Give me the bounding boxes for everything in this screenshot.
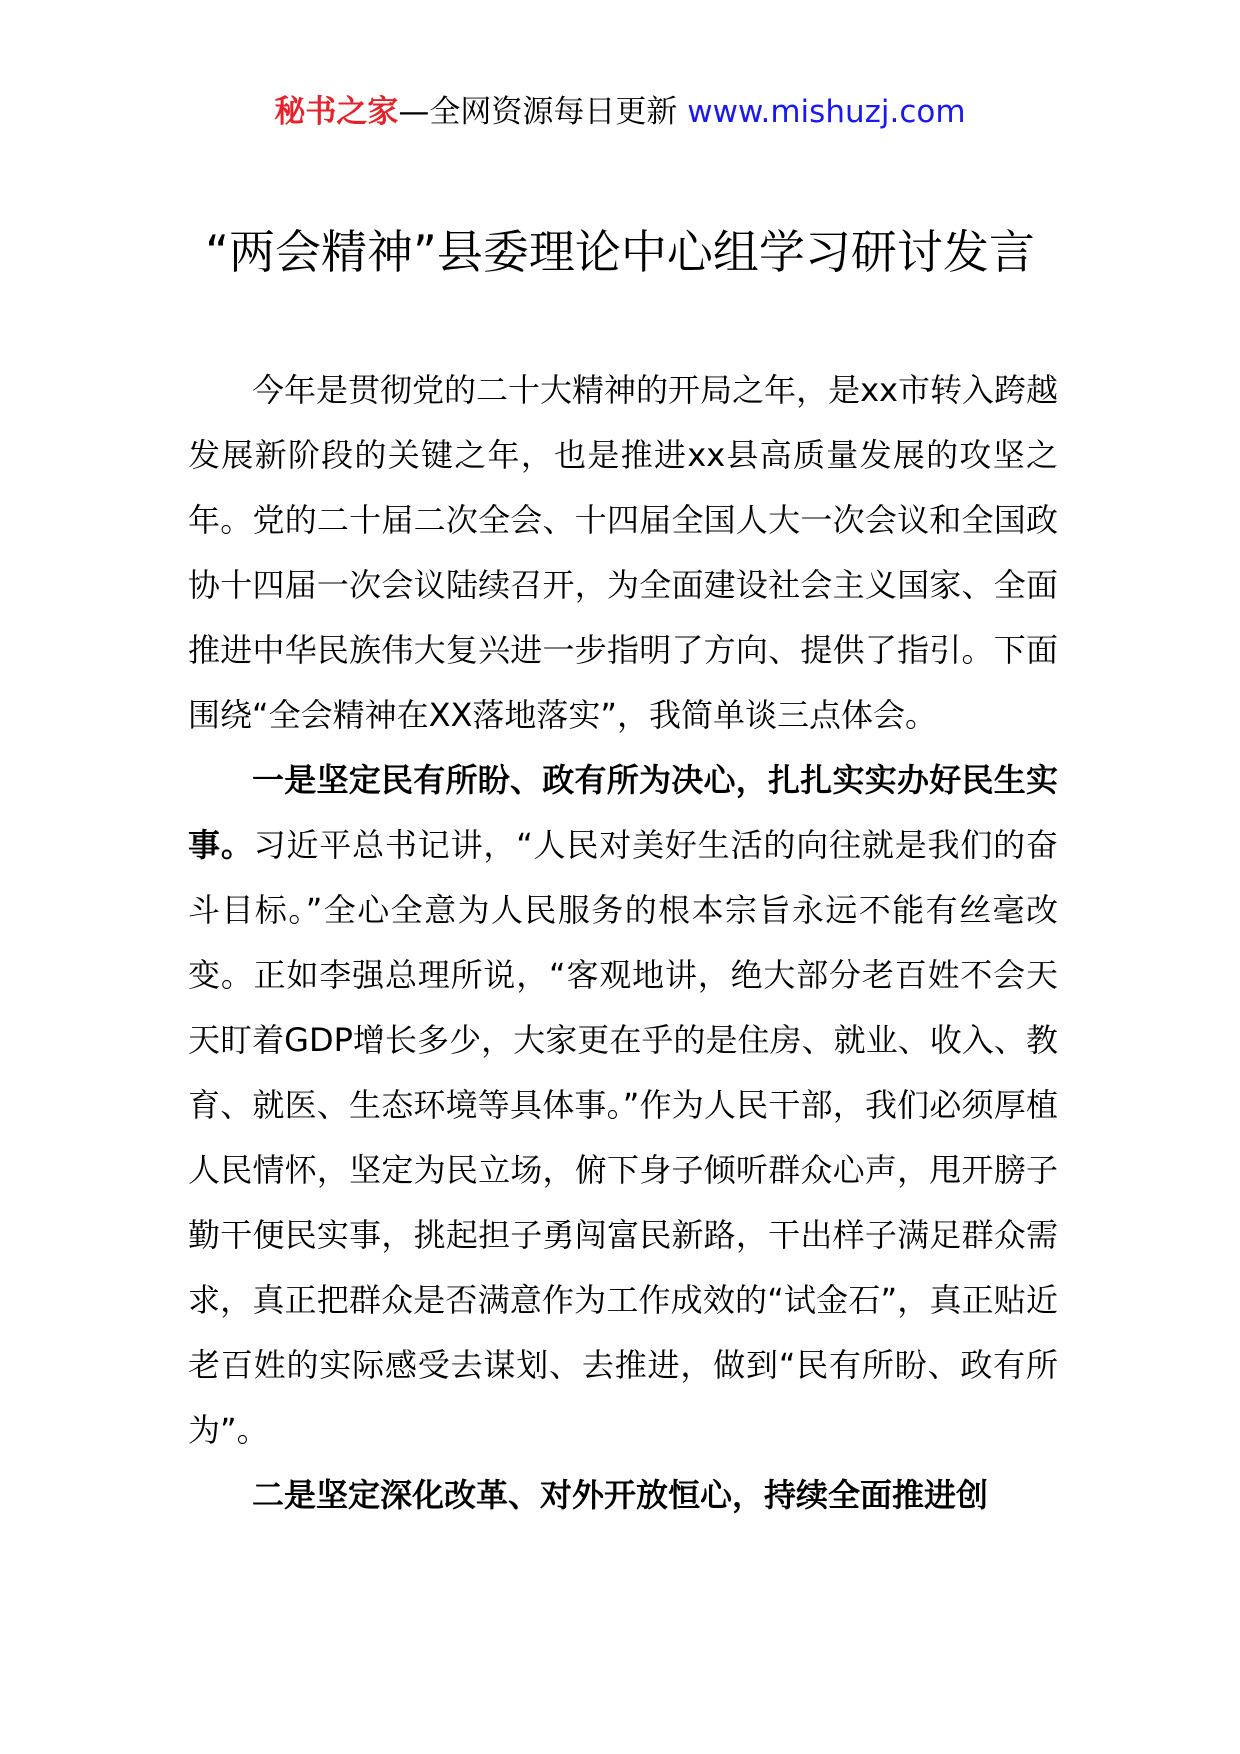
document-title: “两会精神”县委理论中心组学习研讨发言 [205, 225, 1035, 279]
site-header [0, 92, 1240, 132]
paragraph-lead: 二是坚定深化改革、对外开放恒心，持续全面推进创 [252, 1476, 989, 1514]
brand-name: 秘书之家 [274, 94, 399, 130]
paragraph-lead: 一是坚定民有所盼、政有所为决心，扎扎实实办好民生实事。 [188, 761, 1058, 864]
paragraph [188, 358, 1058, 748]
paragraph [188, 1463, 1058, 1528]
paragraph [188, 748, 1058, 1463]
site-url-link[interactable]: www.mishuzj.com [687, 94, 966, 130]
document-body [188, 358, 1058, 1528]
paragraph-text: 习近平总书记讲，“人民对美好生活的向往就是我们的奋斗目标。”全心全意为人民服务的根本宗旨永远不能有丝毫改变。正如李强总理所说，“客观地讲，绝大部分老百姓不会天天盯着GDP增长多少，大家更在乎的是住房、就业、收入、教育、就医、生态环境等具体事。”作为人民干部，我们必须厚植人民情怀，坚定为民立场，俯下身子倾听群众心声，甩开膀子勤干便民实事，挑起担子勇闯富民新路，干出样子满足群众需求，真正把群众是否满意作为工作成效的“试金石”，真正贴近老百姓的实际感受去谋划、去推进，做到“民有所盼、政有所为”。 [188, 826, 1058, 1449]
header-tagline: —全网资源每日更新 [398, 94, 678, 130]
paragraph-text: 今年是贯彻党的二十大精神的开局之年，是xx市转入跨越发展新阶段的关键之年，也是推进xx县高质量发展的攻坚之年。党的二十届二次全会、十四届全国人大一次会议和全国政协十四届一次会议陆续召开，为全面建设社会主义国家、全面推进中华民族伟大复兴进一步指明了方向、提供了指引。下面围绕“全会精神在XX落地落实”，我简单谈三点体会。 [188, 371, 1058, 734]
